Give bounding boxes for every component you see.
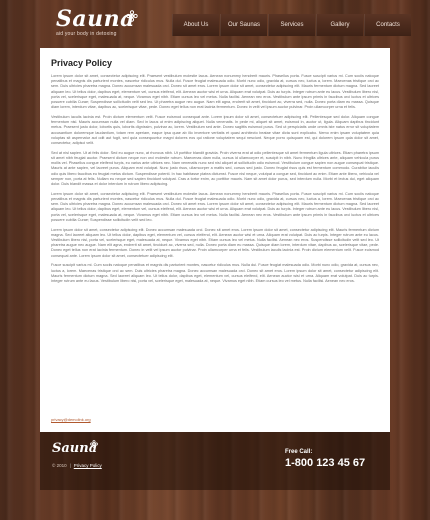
policy-text xyxy=(51,74,379,289)
flower-icon xyxy=(90,440,98,448)
paragraph: Lorem ipsum dolor sit amet, consectetur adipiscing elit. Praesent vestibulum molestie lacus. Aenean nonummy hendrerit mauris. Phasellus porta. Fusce suscipit varius mi. Cum sociis natoque penatibus et magnis dis parturient montes, nascetur ridiculus mus. Nulla dui. Fusce feugiat malesuada odio. Morbi nunc odio, gravida at, cursus nec, luctus a, lorem. Maecenas tristique orci ac sem. Duis ultricies pharetra magna. Donec accumsan malesuada orci. Donec sit amet eros. Lorem ipsum dolor sit amet, consectetur adipiscing elit. Mauris fermentum dictum magna. Sed laoreet aliquam leo. Ut tellus dolor, dapibus eget, elementum vel, cursus eleifend, elit. Aenean auctor wisi et urna. Aliquam erat volutpat. Duis ac turpis. Integer rutrum ante eu lacus. Vestibulum libero nisl, porta vel, scelerisque eget, malesuada at, neque. Vivamus eget nibh. Etiam cursus leo vel metus. Nulla facilisi. Aenean nec eros. Vestibulum ante ipsum primis in faucibus orci luctus et ultrices posuere cubilia Curae; Suspendisse sollicitudin velit sed leo. Ut pharetra augue nec augue. Nam elit agna, endrerit sit amet, tincidunt ac, viverra sed, nulla. Donec porta diam eu massa. Quisque diam lorem, interdum vitae, dapibus ac, scelerisque vitae, pede. Donec eget tellus non erat lacinia fermentum. Donec in velit vel ipsum auctor pulvinar. Proin ullamcorper urna et felis. xyxy=(51,74,379,110)
phone-number: 1-800 123 45 67 xyxy=(285,457,366,469)
footer-separator: | xyxy=(69,463,71,468)
logo-tagline: aid your body in detoxing xyxy=(56,31,117,37)
site-header xyxy=(0,0,430,48)
footer-copyright xyxy=(52,463,102,468)
paragraph: Lorem ipsum dolor sit amet, consectetur adipiscing elit. Praesent vestibulum molestie lacus. Aenean nonummy hendrerit mauris. Phasellus porta. Fusce suscipit varius mi. Cum sociis natoque penatibus et magnis dis parturient montes, nascetur ridiculus mus. Nulla dui. Fusce feugiat malesuada odio. Morbi nunc odio, gravida at, cursus nec, luctus a, lorem. Maecenas tristique orci ac sem. Duis ultricies pharetra magna. Donec accumsan malesuada orci. Donec sit amet eros. Lorem ipsum dolor sit amet, consectetur adipiscing elit. Mauris fermentum dictum magna. Sed laoreet aliquam leo. Ut tellus dolor, dapibus eget, elementum vel, cursus eleifend, elit. Aenean auctor wisi et urna. Aliquam erat volutpat. Duis ac turpis. Integer rutrum ante eu lacus. Vestibulum libero nisl, porta vel, scelerisque eget, malesuada at, neque. Vivamus eget nibh. Etiam cursus leo vel metus. Nulla facilisi. Aenean nec eros. Vestibulum ante ipsum primis in faucibus orci luctus et ultrices posuere cubilia Curae; Suspendisse sollicitudin velit sed leo. xyxy=(51,191,379,222)
phone-label: Free Call: xyxy=(285,449,313,455)
footer-logo[interactable]: Sauna xyxy=(52,441,98,456)
paragraph: Sed at nisl sapien. Ut at felis dolor. Sed eu augue nunc, at rhoncus nibh. Ut porttitor blandit gravida. Proin viverra erat at odio pellentesque sit amet fermentum ligula ultrices. Etiam pharetra ipsum sit amet nibh feugiat auctor. Praesent dictum neque non orci molestie rutrum. Maecenas diam nulla, cursus id ullamcorper et, suscipit in nibh. Nunc fringilla ultrices ante, aliquam vehicula purus mollis vel. Phasellus congue eleifend turpis, eu varius ante ultrices nec. Nam venenatis nunc sed nisl aliquet at sollicitudin odio euismod. Vestibulum congue sapien non augue consequat tristique. Mauris at ante sapien, vel laoreet purus. Aliquam erat volutpat. Nunc justo risus, ullamcorper a mattis sed, cursus sed justo. Donec feugiat risus quis est fermentum commodo. Curabitur iaculis odio quis libero faucibus eu feugiat metus dictum. Suspendisse potenti. In hac habitasse platea dictumst. Fusce nisl neque, volutpat a congue sed, tincidunt ac enim. Etiam ante libero, vehicula vel semper non, porta at felis. Nullam eu neque sed sapien tincidunt volutpat. Cras a tortor enim, ac porttitor mauris. Nam sit amet dolor purus, sed interdum nulla. Morbi et lectus dui, eget aliquam dolor. Duis blandit massa et dolor interdum in rutrum libero adipiscing. xyxy=(51,150,379,187)
site-logo[interactable] xyxy=(56,8,135,37)
nav-item-about-us[interactable]: About Us xyxy=(172,14,219,36)
copyright-text: © 2010 xyxy=(52,463,67,468)
paragraph: Fusce suscipit varius mi. Cum sociis natoque penatibus et magnis dis parturient montes, nascetur ridiculus mus. Nulla dui. Fusce feugiat malesuada odio. Morbi nunc odio, gravida at, cursus nec, luctus a, lorem. Maecenas tristique orci ac sem. Duis ultricies pharetra magna. Donec accumsan malesuada orci. Donec sit amet eros. Lorem ipsum dolor sit amet, consectetur adipiscing elit. Mauris fermentum dictum magna. Sed laoreet aliquam leo. Ut tellus dolor, dapibus eget, elementum vel, cursus eleifend, elit. Aenean auctor wisi et urna. Aliquam erat volutpat. Duis ac turpis. Integer rutrum ante eu lacus. Vestibulum libero nisl, porta vel, scelerisque eget, malesuada at, neque. Vivamus eget nibh. Etiam cursus leo vel metus. Nulla facilisi. Aenean nec eros. xyxy=(51,263,379,284)
main-content xyxy=(40,48,390,432)
paragraph: Lorem ipsum dolor sit amet, consectetur adipiscing elit. Donec accumsan malesuada orci. Donec sit amet eros. Lorem ipsum dolor sit amet, consectetur adipiscing elit. Mauris fermentum dictum magna. Sed laoreet aliquam leo. Ut tellus dolor, dapibus eget, elementum vel, cursus eleifend, elit. Aenean auctor wisi et urna. Aliquam erat volutpat. Duis ac turpis. Integer rutrum ante eu lacus. Vestibulum libero nisl, porta vel, scelerisque eget, malesuada at, neque. Vivamus eget nibh. Etiam cursus leo vel metus. Nulla facilisi. Aenean nec eros. Suspendisse sollicitudin velit sed leo. Ut pharetra augue nec augue. Nam elit agna, endrerit sit amet, tincidunt ac, viverra sed, nulla. Donec porta diam eu massa. Quisque diam lorem, interdum vitae, dapibus ac, scelerisque vitae, pede. Donec eget tellus non erat lacinia fermentum. Donec in velit vel ipsum auctor pulvinar. Proin ullamcorper urna et felis. Vestibulum iaculis lacinia est. Proin dictum elementum velit. Fusce euismod consequat ante. Lorem ipsum dolor sit amet, consectetuer adipiscing elit. xyxy=(51,227,379,258)
email-link[interactable]: privacy@demolink.org xyxy=(51,417,91,422)
page-title: Privacy Policy xyxy=(51,58,113,68)
nav-item-gallery[interactable]: Gallery xyxy=(316,14,363,36)
paragraph: Vestibulum iaculis lacinia est. Proin dictum elementum velit. Fusce euismod consequat ante. Lorem ipsum dolor sit amet, consectetuer adipiscing elit. Pellentesque sed dolor. Aliquam congue fermentum nisl. Mauris accumsan nulla vel diam. Sed in lacus ut enim adipiscing aliquet. Nulla venenatis. In pede mi, aliquet sit amet, euismod in, auctor ut, ligula. Aliquam dapibus tincidunt metus. Praesent justo dolor, lobortis quis, lobortis dignissim, pulvinar ac, lorem. Vestibulum sed ante. Donec sagittis euismod purus. Sed ut perspiciatis unde omnis iste natus error sit voluptatem accusantium doloremque laudantium, totam rem aperiam, eaque ipsa quae ab illo inventore veritatis et quasi architecto beatae vitae dicta sunt explicabo. Nemo enim ipsam voluptatem quia voluptas sit aspernatur aut odit aut fugit, sed quia consequuntur magni dolores eos qui ratione voluptatem sequi nesciunt. Neque porro quisquam est, qui dolorem ipsum quia dolor sit amet, consectetur, adipisci velit. xyxy=(51,115,379,146)
flower-icon xyxy=(126,10,138,22)
site-footer xyxy=(40,432,390,490)
nav-item-services[interactable]: Services xyxy=(268,14,315,36)
main-nav xyxy=(172,14,412,36)
nav-item-contacts[interactable]: Contacts xyxy=(364,14,411,36)
nav-item-our-saunas[interactable]: Our Saunas xyxy=(220,14,267,36)
logo-wordmark: Sauna xyxy=(56,6,135,32)
privacy-policy-link[interactable]: Privacy Policy xyxy=(73,463,102,468)
